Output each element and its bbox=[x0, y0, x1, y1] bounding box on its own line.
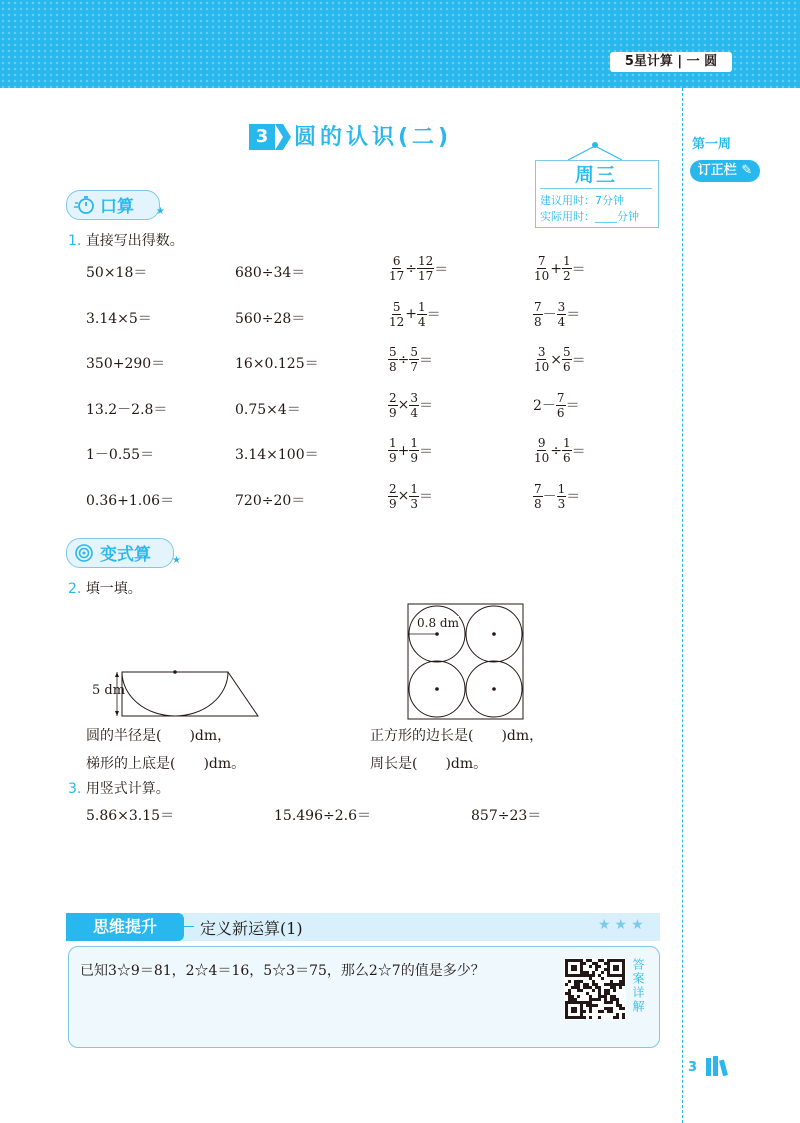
question-number: 1. bbox=[68, 233, 82, 249]
qr-module bbox=[604, 995, 607, 998]
qr-module bbox=[595, 986, 598, 989]
page-title: 圆的认识(二) bbox=[294, 125, 453, 150]
denominator: 2 bbox=[563, 269, 571, 283]
denominator: 17 bbox=[389, 269, 405, 283]
numerator: 7 bbox=[556, 390, 565, 405]
oral-item: 50×18＝ bbox=[86, 265, 148, 281]
qr-module bbox=[598, 995, 601, 998]
numerator: 1 bbox=[557, 481, 566, 496]
vertical-calc-1: 5.86×3.15＝ bbox=[86, 808, 175, 824]
difficulty-stars-icon: ★★★ bbox=[598, 917, 648, 933]
vertical-calc-2: 15.496÷2.6＝ bbox=[274, 808, 371, 824]
margin-divider bbox=[682, 88, 683, 1123]
denominator: 9 bbox=[410, 451, 419, 465]
denominator: 9 bbox=[389, 405, 397, 420]
qr-module bbox=[622, 1007, 625, 1010]
question-number: 2. bbox=[68, 581, 82, 597]
oral-fraction-item bbox=[388, 254, 448, 283]
day-divider bbox=[540, 188, 652, 189]
numerator: 7 bbox=[537, 254, 546, 268]
qr-module bbox=[604, 968, 607, 971]
qr-module bbox=[574, 986, 577, 989]
oral-fraction-item bbox=[533, 482, 580, 511]
denominator: 4 bbox=[557, 314, 566, 329]
numerator: 5 bbox=[563, 345, 571, 359]
qr-module bbox=[616, 983, 619, 986]
qr-module bbox=[583, 1010, 586, 1013]
qr-module bbox=[583, 971, 586, 974]
question-text: 直接写出得数。 bbox=[85, 233, 184, 249]
denominator: 3 bbox=[557, 496, 566, 511]
question-number: 3. bbox=[68, 781, 82, 797]
radius-label: 0.8 dm bbox=[417, 616, 459, 630]
qr-module bbox=[583, 974, 586, 977]
qr-module bbox=[565, 983, 568, 986]
qr-module bbox=[604, 962, 607, 965]
operator: × bbox=[397, 488, 410, 504]
qr-module bbox=[619, 983, 622, 986]
qr-module bbox=[610, 980, 613, 983]
denominator: 6 bbox=[556, 405, 565, 420]
qr-module bbox=[571, 965, 577, 971]
denominator: 17 bbox=[418, 269, 434, 283]
fraction bbox=[533, 254, 550, 283]
qr-module bbox=[574, 998, 577, 1001]
qr-module bbox=[619, 980, 622, 983]
qr-module bbox=[622, 1013, 625, 1016]
qr-module bbox=[622, 980, 625, 983]
week-label: 第一周 bbox=[692, 137, 732, 152]
numerator: 5 bbox=[410, 345, 419, 359]
qr-module bbox=[595, 998, 598, 1001]
qr-module bbox=[586, 1001, 589, 1004]
operator: ÷ bbox=[405, 260, 418, 277]
qr-module bbox=[601, 959, 604, 962]
qr-code-icon[interactable] bbox=[564, 958, 626, 1020]
equals: ＝ bbox=[571, 443, 586, 460]
denominator: 4 bbox=[418, 314, 426, 329]
answer-detail-label: 答案详解 bbox=[631, 958, 645, 1014]
qr-module bbox=[565, 992, 568, 995]
denominator: 10 bbox=[534, 451, 550, 465]
vertical-calc-3: 857÷23＝ bbox=[471, 808, 542, 824]
qr-module bbox=[592, 998, 595, 1001]
denominator: 10 bbox=[534, 360, 550, 374]
oral-fraction-item bbox=[388, 300, 441, 329]
qr-module bbox=[616, 1013, 619, 1016]
numerator: 3 bbox=[410, 390, 419, 405]
fraction bbox=[556, 391, 566, 420]
operator: × bbox=[397, 397, 410, 413]
stopwatch-icon bbox=[74, 195, 96, 215]
suggested-time: 建议用时：7分钟 bbox=[540, 194, 624, 207]
oral-fraction-item bbox=[388, 391, 433, 420]
fraction bbox=[388, 482, 398, 511]
qr-module bbox=[589, 1001, 592, 1004]
qr-module bbox=[577, 986, 580, 989]
qr-module bbox=[592, 1004, 595, 1007]
equals: ＝ bbox=[419, 398, 434, 414]
qr-module bbox=[586, 959, 589, 962]
pencil-icon: ✎ bbox=[741, 163, 753, 178]
header-bar bbox=[0, 0, 800, 88]
qr-module bbox=[607, 1001, 610, 1004]
equals: ＝ bbox=[419, 352, 434, 369]
fraction bbox=[409, 391, 419, 420]
qr-module bbox=[574, 980, 577, 983]
fraction bbox=[562, 254, 572, 283]
qr-module bbox=[619, 986, 622, 989]
qr-module bbox=[571, 1007, 577, 1013]
operator: － bbox=[542, 307, 557, 323]
qr-module bbox=[589, 998, 592, 1001]
qr-module bbox=[613, 995, 616, 998]
qr-module bbox=[574, 983, 577, 986]
oral-fraction-item bbox=[533, 391, 580, 420]
day-title: 周三 bbox=[574, 164, 617, 186]
denominator: 6 bbox=[563, 451, 571, 465]
qr-module bbox=[568, 992, 571, 995]
qr-module bbox=[589, 977, 592, 980]
qr-module bbox=[619, 1007, 622, 1010]
fraction bbox=[533, 436, 550, 465]
oral-item: 560÷28＝ bbox=[235, 310, 306, 327]
oral-item: 720÷20＝ bbox=[235, 492, 306, 509]
qr-module bbox=[580, 980, 583, 983]
denominator: 9 bbox=[389, 496, 397, 511]
qr-module bbox=[604, 989, 607, 992]
qr-module bbox=[586, 992, 589, 995]
fraction bbox=[562, 436, 572, 465]
qr-module bbox=[595, 965, 598, 968]
fraction bbox=[388, 391, 398, 420]
denominator: 10 bbox=[534, 269, 550, 283]
qr-module bbox=[583, 1001, 586, 1004]
qr-module bbox=[613, 983, 616, 986]
qr-module bbox=[568, 995, 571, 998]
question-text: 用竖式计算。 bbox=[85, 781, 170, 797]
qr-module bbox=[598, 992, 601, 995]
equals: ＝ bbox=[419, 443, 434, 460]
qr-module bbox=[589, 1010, 592, 1013]
thinking-connector bbox=[184, 926, 194, 927]
qr-module bbox=[598, 998, 601, 1001]
operator: ÷ bbox=[397, 351, 410, 368]
qr-module bbox=[592, 989, 595, 992]
numerator: 1 bbox=[410, 481, 419, 496]
fraction bbox=[562, 345, 572, 374]
lesson-number: 3 bbox=[249, 124, 275, 150]
oral-fraction-item bbox=[533, 345, 586, 374]
oral-item: 0.36+1.06＝ bbox=[86, 492, 175, 509]
qr-module bbox=[568, 998, 571, 1001]
qr-module bbox=[613, 1016, 616, 1019]
books-icon bbox=[704, 1056, 738, 1078]
page-number: 3 bbox=[688, 1060, 698, 1075]
fraction bbox=[409, 482, 419, 511]
qr-module bbox=[607, 983, 610, 986]
qr-module bbox=[610, 998, 613, 1001]
equals: ＝ bbox=[434, 261, 449, 278]
numerator: 3 bbox=[537, 345, 546, 359]
numerator: 9 bbox=[537, 436, 546, 450]
denominator: 8 bbox=[534, 496, 542, 511]
qr-module bbox=[613, 965, 619, 971]
qr-module bbox=[604, 1007, 607, 1010]
qr-module bbox=[586, 971, 589, 974]
denominator: 9 bbox=[389, 451, 397, 465]
qr-module bbox=[577, 995, 580, 998]
oral-fraction-item bbox=[533, 254, 586, 283]
operator: + bbox=[397, 442, 410, 459]
qr-module bbox=[613, 998, 616, 1001]
qr-module bbox=[595, 1004, 598, 1007]
header-tag: 5星计算 | 一 圆 bbox=[610, 52, 732, 72]
numerator: 7 bbox=[534, 299, 542, 314]
qr-module bbox=[586, 1004, 589, 1007]
denominator: 6 bbox=[563, 360, 571, 374]
qr-module bbox=[598, 1010, 601, 1013]
numerator: 2 bbox=[389, 481, 397, 496]
denominator: 8 bbox=[389, 360, 397, 374]
equals: ＝ bbox=[571, 261, 586, 278]
qr-module bbox=[607, 992, 610, 995]
operator: + bbox=[550, 260, 563, 277]
qr-module bbox=[610, 986, 613, 989]
denominator: 3 bbox=[410, 496, 419, 511]
numerator: 1 bbox=[410, 436, 419, 450]
qr-module bbox=[577, 989, 580, 992]
numerator: 5 bbox=[389, 345, 397, 359]
qr-module bbox=[586, 983, 589, 986]
qr-module bbox=[622, 983, 625, 986]
qr-module bbox=[598, 986, 601, 989]
oral-item: 680÷34＝ bbox=[235, 265, 306, 281]
qr-module bbox=[571, 995, 574, 998]
prefix: 2－ bbox=[533, 398, 556, 414]
qr-module bbox=[571, 998, 574, 1001]
qr-module bbox=[616, 998, 619, 1001]
question-1 bbox=[68, 230, 184, 250]
qr-module bbox=[586, 986, 589, 989]
operator: × bbox=[550, 351, 563, 368]
operator: + bbox=[405, 306, 418, 322]
qr-module bbox=[613, 986, 616, 989]
actual-time: 实际用时：____分钟 bbox=[540, 210, 639, 223]
numerator: 6 bbox=[392, 254, 401, 268]
fill-side-length: 正方形的边长是( )dm， bbox=[370, 728, 544, 744]
fraction bbox=[533, 482, 543, 511]
qr-module bbox=[595, 968, 598, 971]
qr-module bbox=[607, 1007, 610, 1010]
numerator: 3 bbox=[557, 299, 566, 314]
oral-fraction-item bbox=[388, 482, 433, 511]
fraction bbox=[409, 345, 419, 374]
qr-module bbox=[589, 1004, 592, 1007]
qr-module bbox=[616, 1004, 619, 1007]
numerator: 1 bbox=[563, 436, 571, 450]
qr-module bbox=[592, 983, 595, 986]
qr-module bbox=[589, 1016, 592, 1019]
qr-module bbox=[571, 986, 574, 989]
qr-module bbox=[601, 977, 604, 980]
qr-module bbox=[610, 1001, 613, 1004]
qr-module bbox=[607, 1010, 610, 1013]
denominator: 7 bbox=[410, 360, 419, 374]
correction-column-tag bbox=[690, 160, 760, 182]
question-text: 填一填。 bbox=[85, 581, 142, 597]
fill-upper-base: 梯形的上底是( )dm。 bbox=[86, 756, 246, 772]
fraction bbox=[388, 345, 398, 374]
qr-module bbox=[583, 962, 586, 965]
qr-module bbox=[607, 989, 610, 992]
oral-fraction-item bbox=[388, 345, 433, 374]
thinking-subtitle: 定义新运算(1) bbox=[200, 919, 303, 938]
qr-module bbox=[595, 962, 598, 965]
qr-module bbox=[583, 986, 586, 989]
numerator: 1 bbox=[389, 436, 397, 450]
qr-module bbox=[604, 998, 607, 1001]
question-2 bbox=[68, 578, 142, 598]
qr-module bbox=[598, 989, 601, 992]
oral-item: 350+290＝ bbox=[86, 356, 166, 372]
section-oral-label: 口算 bbox=[100, 197, 134, 217]
qr-module bbox=[619, 1004, 622, 1007]
qr-module bbox=[589, 1007, 592, 1010]
numerator: 12 bbox=[418, 254, 434, 268]
qr-module bbox=[610, 1007, 613, 1010]
equals: ＝ bbox=[571, 352, 586, 369]
thinking-question: 已知3☆9＝81，2☆4＝16，5☆3＝75，那么2☆7的值是多少？ bbox=[80, 963, 485, 979]
fraction bbox=[557, 300, 567, 329]
oral-item: 16×0.125＝ bbox=[235, 356, 319, 372]
qr-module bbox=[610, 1010, 613, 1013]
oral-item: 13.2－2.8＝ bbox=[86, 401, 168, 418]
qr-module bbox=[616, 1001, 619, 1004]
equals: ＝ bbox=[566, 489, 581, 505]
qr-module bbox=[598, 1016, 601, 1019]
oral-item: 3.14×100＝ bbox=[235, 447, 319, 463]
qr-module bbox=[610, 983, 613, 986]
fraction bbox=[417, 300, 427, 329]
star-icon: ★ bbox=[156, 206, 165, 217]
qr-module bbox=[622, 977, 625, 980]
fraction bbox=[533, 345, 550, 374]
qr-module bbox=[610, 995, 613, 998]
fraction bbox=[388, 254, 405, 283]
qr-module bbox=[568, 989, 571, 992]
qr-module bbox=[598, 974, 601, 977]
correction-label: 订正栏 bbox=[697, 163, 737, 178]
fraction bbox=[388, 300, 405, 329]
qr-module bbox=[604, 992, 607, 995]
qr-module bbox=[589, 986, 592, 989]
fraction bbox=[417, 254, 434, 283]
thinking-tag: 思维提升 bbox=[66, 913, 184, 941]
qr-module bbox=[577, 983, 580, 986]
operator: ÷ bbox=[550, 442, 563, 459]
fraction bbox=[409, 436, 419, 465]
operator: － bbox=[542, 489, 557, 505]
oral-fraction-item bbox=[533, 300, 580, 329]
qr-module bbox=[592, 971, 595, 974]
equals: ＝ bbox=[566, 307, 581, 323]
fill-radius: 圆的半径是( )dm， bbox=[86, 728, 232, 744]
hanger-icon bbox=[560, 140, 630, 162]
fraction bbox=[557, 482, 567, 511]
qr-module bbox=[601, 1010, 604, 1013]
numerator: 2 bbox=[389, 390, 397, 405]
numerator: 1 bbox=[563, 254, 571, 268]
qr-module bbox=[604, 1001, 607, 1004]
qr-module bbox=[583, 983, 586, 986]
numerator: 5 bbox=[392, 299, 401, 314]
oral-item: 3.14×5＝ bbox=[86, 310, 152, 327]
qr-module bbox=[598, 959, 601, 962]
qr-module bbox=[592, 974, 595, 977]
qr-module bbox=[580, 989, 583, 992]
qr-module bbox=[592, 980, 595, 983]
qr-module bbox=[583, 1016, 586, 1019]
qr-module bbox=[598, 965, 601, 968]
equals: ＝ bbox=[426, 307, 441, 323]
qr-module bbox=[568, 980, 571, 983]
qr-module bbox=[589, 959, 592, 962]
oral-fraction-item bbox=[533, 436, 586, 465]
numerator: 1 bbox=[418, 299, 426, 314]
denominator: 4 bbox=[410, 405, 419, 420]
qr-module bbox=[613, 989, 616, 992]
oral-fraction-item bbox=[388, 436, 433, 465]
fraction bbox=[533, 300, 543, 329]
qr-module bbox=[616, 1016, 619, 1019]
denominator: 8 bbox=[534, 314, 542, 329]
question-3 bbox=[68, 778, 170, 798]
qr-module bbox=[592, 962, 595, 965]
qr-module bbox=[589, 995, 592, 998]
qr-module bbox=[601, 995, 604, 998]
fill-perimeter: 周长是( )dm。 bbox=[370, 756, 488, 772]
numerator: 7 bbox=[534, 481, 542, 496]
qr-module bbox=[604, 983, 607, 986]
oral-item: 0.75×4＝ bbox=[235, 401, 301, 418]
equals: ＝ bbox=[419, 489, 434, 505]
chevron-right-icon bbox=[275, 124, 291, 150]
qr-module bbox=[589, 974, 592, 977]
height-label: 5 dm bbox=[92, 683, 126, 698]
qr-module bbox=[577, 980, 580, 983]
star-icon: ★ bbox=[172, 555, 181, 566]
fraction bbox=[388, 436, 398, 465]
denominator: 12 bbox=[389, 314, 405, 329]
section-variant-label: 变式算 bbox=[100, 545, 151, 565]
oral-item: 1－0.55＝ bbox=[86, 447, 155, 463]
qr-module bbox=[589, 965, 592, 968]
qr-module bbox=[601, 971, 604, 974]
qr-module bbox=[595, 983, 598, 986]
qr-module bbox=[586, 974, 589, 977]
equals: ＝ bbox=[565, 398, 580, 414]
qr-module bbox=[622, 1016, 625, 1019]
target-icon bbox=[74, 543, 94, 563]
